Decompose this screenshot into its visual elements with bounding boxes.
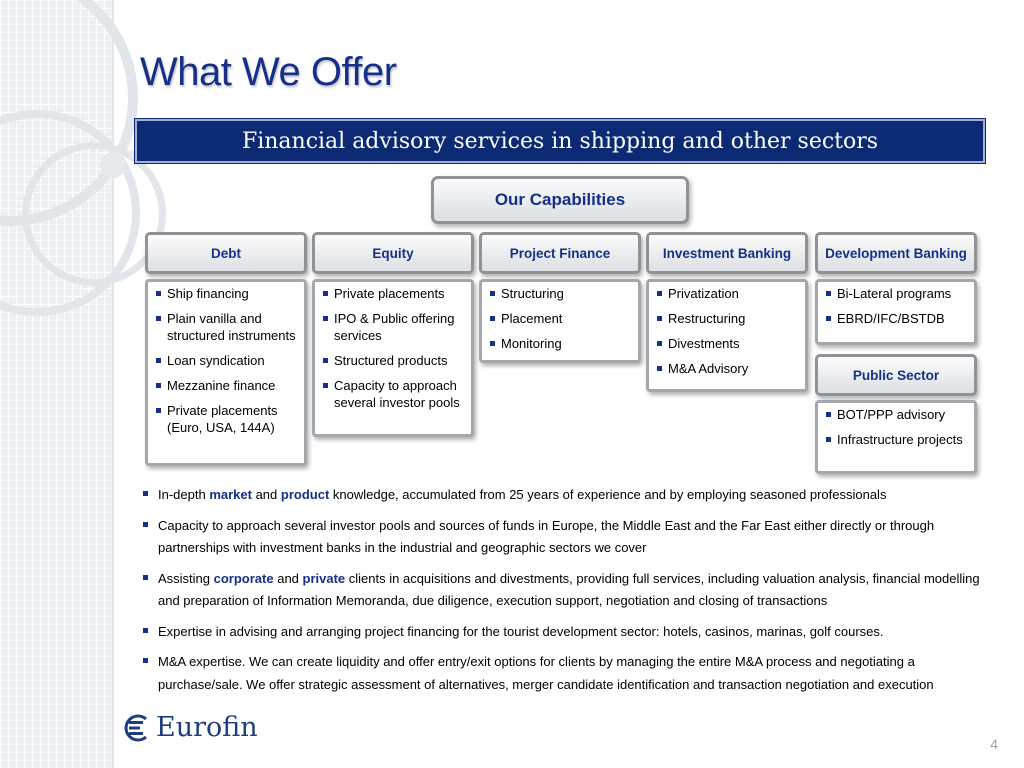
- project-finance-list: [479, 279, 641, 363]
- list-item: Infrastructure projects: [826, 431, 968, 448]
- text-segment: Expertise in advising and arranging project financing for the tourist development sector: hotels, casinos, marinas, golf courses.: [158, 623, 884, 639]
- highlight-term: product: [280, 487, 330, 502]
- list-item: Structuring: [490, 285, 632, 302]
- list-item: Privatization: [657, 285, 799, 302]
- development-banking-header: Development Banking: [815, 232, 977, 274]
- list-item: Private placements: [323, 285, 465, 302]
- equity-list: [312, 279, 474, 437]
- highlight-term: corporate: [213, 570, 274, 586]
- project-finance-header: Project Finance: [479, 232, 641, 274]
- key-points-list: [142, 484, 1002, 704]
- highlight-term: private: [302, 570, 346, 586]
- equity-header: Equity: [312, 232, 474, 274]
- list-item: M&A Advisory: [657, 360, 799, 377]
- public-sector-list: [815, 400, 977, 474]
- text-segment: and: [273, 570, 303, 586]
- subtitle-banner: Financial advisory services in shipping and other sectors: [135, 119, 985, 163]
- list-item: Mezzanine finance: [156, 377, 298, 394]
- list-item: IPO & Public offering services: [323, 310, 465, 344]
- text-segment: knowledge, accumulated from 25 years of experience and by employing seasoned professionals: [329, 487, 887, 502]
- list-item: EBRD/IFC/BSTDB: [826, 310, 968, 327]
- list-item: Bi-Lateral programs: [826, 285, 968, 302]
- key-point: [142, 484, 1002, 507]
- list-item: Placement: [490, 310, 632, 327]
- debt-list: [145, 279, 307, 466]
- key-point: [142, 621, 1002, 644]
- investment-banking-list: [646, 279, 808, 392]
- list-item: BOT/PPP advisory: [826, 406, 968, 423]
- debt-header: Debt: [145, 232, 307, 274]
- key-point: [142, 568, 1002, 613]
- page-number: 4: [990, 736, 998, 752]
- text-segment: Capacity to approach several investor pools and sources of funds in Europe, the Middle East and the Far East either directly or through partnerships with investment banks in the industrial and geographic sectors we cover: [158, 517, 935, 555]
- list-item: Divestments: [657, 335, 799, 352]
- list-item: Restructuring: [657, 310, 799, 327]
- list-item: Monitoring: [490, 335, 632, 352]
- highlight-term: market: [209, 487, 252, 502]
- list-item: Capacity to approach several investor pools: [323, 377, 465, 411]
- list-item: Structured products: [323, 352, 465, 369]
- slide-title: What We Offer: [140, 50, 397, 94]
- text-segment: In-depth: [158, 487, 210, 502]
- text-segment: Assisting: [158, 570, 214, 586]
- eurofin-logo: [120, 712, 258, 743]
- list-item: Private placements (Euro, USA, 144A): [156, 402, 298, 436]
- eurofin-logo-icon: [120, 713, 150, 743]
- list-item: Ship financing: [156, 285, 298, 302]
- list-item: Loan syndication: [156, 352, 298, 369]
- text-segment: clients in acquisitions and divestments, providing full services, including valuation analysis, financial modelling and preparation of Information Memoranda, due diligence, execution support, negotiation and closing of transactions: [158, 570, 980, 608]
- eurofin-logo-text: Eurofin: [156, 712, 258, 743]
- decorative-dot: [100, 152, 126, 178]
- capabilities-header: Our Capabilities: [431, 176, 689, 224]
- text-segment: and: [251, 487, 281, 502]
- development-banking-list: [815, 279, 977, 345]
- key-point: [142, 515, 1002, 560]
- text-segment: M&A expertise. We can create liquidity and offer entry/exit options for clients by managing the entire M&A process and negotiating a purchase/sale. We offer strategic assessment of alternatives, merger candidate identification and transaction negotiation and execution: [158, 654, 934, 692]
- key-point: [142, 651, 1002, 696]
- investment-banking-header: Investment Banking: [646, 232, 808, 274]
- list-item: Plain vanilla and structured instruments: [156, 310, 298, 344]
- public-sector-header: Public Sector: [815, 354, 977, 396]
